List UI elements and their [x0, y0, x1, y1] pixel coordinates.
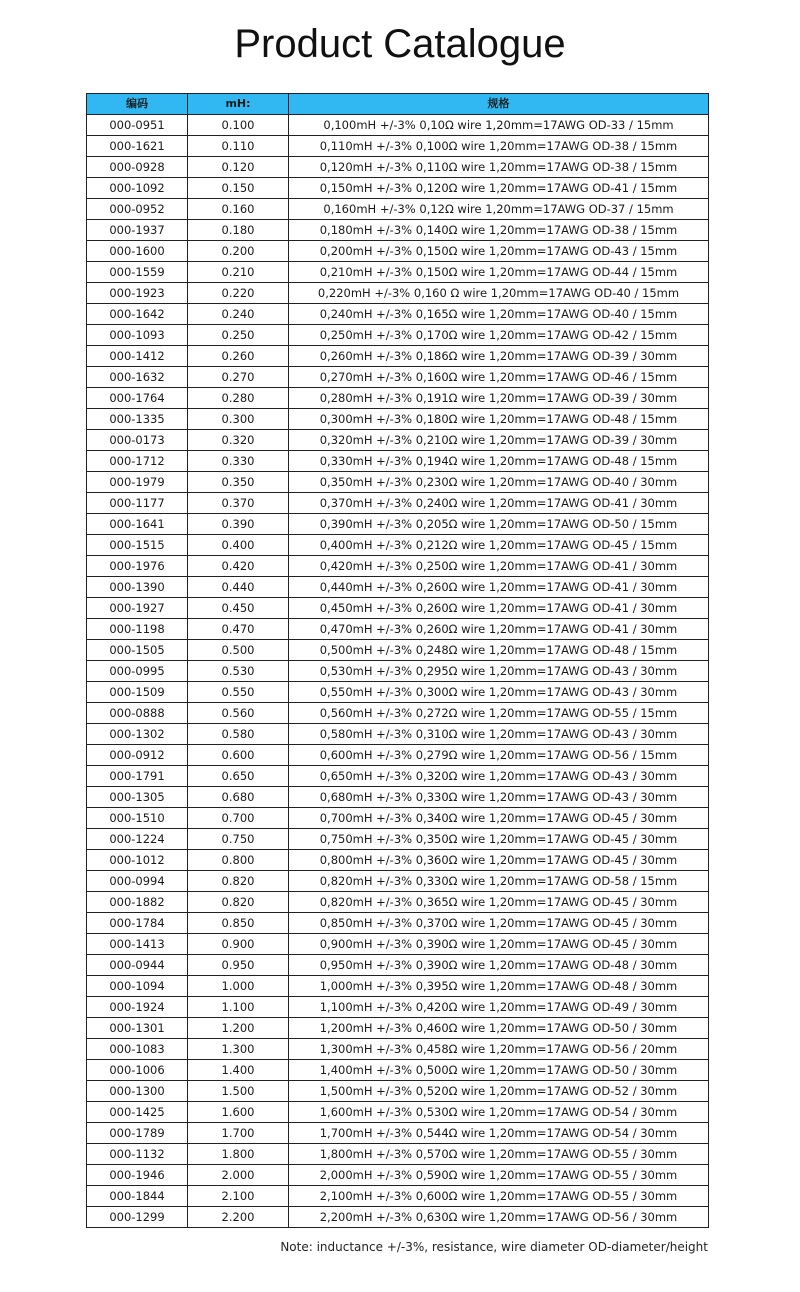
cell-spec: 0,280mH +/-3% 0,191Ω wire 1,20mm=17AWG OD-39 / 30mm	[289, 388, 709, 409]
cell-inductance: 0.560	[188, 703, 289, 724]
cell-spec: 0,270mH +/-3% 0,160Ω wire 1,20mm=17AWG OD-46 / 15mm	[289, 367, 709, 388]
cell-inductance: 1.500	[188, 1081, 289, 1102]
cell-inductance: 0.260	[188, 346, 289, 367]
table-row	[87, 745, 709, 766]
table-row	[87, 661, 709, 682]
cell-inductance: 0.100	[188, 115, 289, 136]
table-row	[87, 829, 709, 850]
cell-inductance: 0.240	[188, 304, 289, 325]
cell-code: 000-1413	[87, 934, 188, 955]
cell-spec: 1,600mH +/-3% 0,530Ω wire 1,20mm=17AWG OD-54 / 30mm	[289, 1102, 709, 1123]
cell-inductance: 0.370	[188, 493, 289, 514]
header-spec: 规格	[289, 94, 709, 115]
cell-inductance: 0.110	[188, 136, 289, 157]
cell-inductance: 0.320	[188, 430, 289, 451]
cell-inductance: 0.680	[188, 787, 289, 808]
cell-spec: 0,240mH +/-3% 0,165Ω wire 1,20mm=17AWG OD-40 / 15mm	[289, 304, 709, 325]
table-row	[87, 976, 709, 997]
cell-spec: 0,950mH +/-3% 0,390Ω wire 1,20mm=17AWG OD-48 / 30mm	[289, 955, 709, 976]
cell-code: 000-1789	[87, 1123, 188, 1144]
cell-code: 000-1301	[87, 1018, 188, 1039]
cell-code: 000-1641	[87, 514, 188, 535]
cell-spec: 0,390mH +/-3% 0,205Ω wire 1,20mm=17AWG OD-50 / 15mm	[289, 514, 709, 535]
cell-inductance: 1.300	[188, 1039, 289, 1060]
cell-inductance: 0.440	[188, 577, 289, 598]
cell-spec: 1,500mH +/-3% 0,520Ω wire 1,20mm=17AWG OD-52 / 30mm	[289, 1081, 709, 1102]
page-title: Product Catalogue	[234, 22, 566, 66]
table-row	[87, 241, 709, 262]
cell-inductance: 0.580	[188, 724, 289, 745]
cell-inductance: 0.250	[188, 325, 289, 346]
cell-inductance: 0.350	[188, 472, 289, 493]
cell-code: 000-1976	[87, 556, 188, 577]
cell-spec: 0,900mH +/-3% 0,390Ω wire 1,20mm=17AWG OD-45 / 30mm	[289, 934, 709, 955]
cell-spec: 0,210mH +/-3% 0,150Ω wire 1,20mm=17AWG OD-44 / 15mm	[289, 262, 709, 283]
table-row	[87, 472, 709, 493]
cell-code: 000-1425	[87, 1102, 188, 1123]
cell-spec: 0,550mH +/-3% 0,300Ω wire 1,20mm=17AWG OD-43 / 30mm	[289, 682, 709, 703]
table-row	[87, 556, 709, 577]
cell-code: 000-1177	[87, 493, 188, 514]
cell-inductance: 0.420	[188, 556, 289, 577]
cell-code: 000-0173	[87, 430, 188, 451]
cell-code: 000-1784	[87, 913, 188, 934]
cell-spec: 0,580mH +/-3% 0,310Ω wire 1,20mm=17AWG OD-43 / 30mm	[289, 724, 709, 745]
table-row	[87, 850, 709, 871]
cell-code: 000-1302	[87, 724, 188, 745]
cell-inductance: 0.270	[188, 367, 289, 388]
cell-code: 000-0952	[87, 199, 188, 220]
cell-spec: 0,700mH +/-3% 0,340Ω wire 1,20mm=17AWG OD-45 / 30mm	[289, 808, 709, 829]
cell-code: 000-1390	[87, 577, 188, 598]
cell-code: 000-1791	[87, 766, 188, 787]
table-row	[87, 1165, 709, 1186]
cell-code: 000-1937	[87, 220, 188, 241]
cell-code: 000-1006	[87, 1060, 188, 1081]
table-row	[87, 1039, 709, 1060]
cell-code: 000-1132	[87, 1144, 188, 1165]
table-row	[87, 325, 709, 346]
cell-inductance: 0.450	[188, 598, 289, 619]
cell-inductance: 0.850	[188, 913, 289, 934]
cell-spec: 0,250mH +/-3% 0,170Ω wire 1,20mm=17AWG OD-42 / 15mm	[289, 325, 709, 346]
cell-inductance: 0.820	[188, 871, 289, 892]
cell-inductance: 0.220	[188, 283, 289, 304]
table-row	[87, 871, 709, 892]
cell-inductance: 1.600	[188, 1102, 289, 1123]
cell-code: 000-1882	[87, 892, 188, 913]
cell-inductance: 2.200	[188, 1207, 289, 1228]
cell-code: 000-1510	[87, 808, 188, 829]
cell-code: 000-1505	[87, 640, 188, 661]
cell-inductance: 1.000	[188, 976, 289, 997]
cell-spec: 0,150mH +/-3% 0,120Ω wire 1,20mm=17AWG OD-41 / 15mm	[289, 178, 709, 199]
table-row	[87, 808, 709, 829]
cell-spec: 0,820mH +/-3% 0,330Ω wire 1,20mm=17AWG OD-58 / 15mm	[289, 871, 709, 892]
cell-code: 000-1764	[87, 388, 188, 409]
cell-inductance: 0.500	[188, 640, 289, 661]
cell-code: 000-1094	[87, 976, 188, 997]
cell-inductance: 0.600	[188, 745, 289, 766]
cell-code: 000-1305	[87, 787, 188, 808]
table-row	[87, 304, 709, 325]
cell-code: 000-1600	[87, 241, 188, 262]
table-row	[87, 619, 709, 640]
cell-code: 000-1299	[87, 1207, 188, 1228]
cell-inductance: 0.800	[188, 850, 289, 871]
table-row	[87, 1186, 709, 1207]
table-row	[87, 535, 709, 556]
table-row	[87, 367, 709, 388]
table-header-row	[87, 94, 709, 115]
cell-code: 000-1300	[87, 1081, 188, 1102]
cell-code: 000-1092	[87, 178, 188, 199]
table-row	[87, 283, 709, 304]
table-row	[87, 598, 709, 619]
cell-spec: 1,700mH +/-3% 0,544Ω wire 1,20mm=17AWG OD-54 / 30mm	[289, 1123, 709, 1144]
cell-code: 000-1923	[87, 283, 188, 304]
cell-spec: 0,220mH +/-3% 0,160 Ω wire 1,20mm=17AWG OD-40 / 15mm	[289, 283, 709, 304]
cell-spec: 1,800mH +/-3% 0,570Ω wire 1,20mm=17AWG OD-55 / 30mm	[289, 1144, 709, 1165]
cell-code: 000-0888	[87, 703, 188, 724]
cell-spec: 0,500mH +/-3% 0,248Ω wire 1,20mm=17AWG OD-48 / 15mm	[289, 640, 709, 661]
table-row	[87, 703, 709, 724]
cell-spec: 1,400mH +/-3% 0,500Ω wire 1,20mm=17AWG OD-50 / 30mm	[289, 1060, 709, 1081]
cell-spec: 0,100mH +/-3% 0,10Ω wire 1,20mm=17AWG OD-33 / 15mm	[289, 115, 709, 136]
cell-inductance: 1.200	[188, 1018, 289, 1039]
cell-spec: 2,100mH +/-3% 0,600Ω wire 1,20mm=17AWG OD-55 / 30mm	[289, 1186, 709, 1207]
cell-spec: 0,420mH +/-3% 0,250Ω wire 1,20mm=17AWG OD-41 / 30mm	[289, 556, 709, 577]
cell-code: 000-0995	[87, 661, 188, 682]
table-row	[87, 199, 709, 220]
cell-inductance: 0.200	[188, 241, 289, 262]
table-row	[87, 451, 709, 472]
cell-spec: 0,530mH +/-3% 0,295Ω wire 1,20mm=17AWG OD-43 / 30mm	[289, 661, 709, 682]
table-row	[87, 262, 709, 283]
cell-code: 000-1412	[87, 346, 188, 367]
cell-code: 000-1012	[87, 850, 188, 871]
cell-spec: 0,350mH +/-3% 0,230Ω wire 1,20mm=17AWG OD-40 / 30mm	[289, 472, 709, 493]
header-inductance: mH:	[188, 94, 289, 115]
table-row	[87, 430, 709, 451]
table-row	[87, 220, 709, 241]
table-row	[87, 577, 709, 598]
cell-spec: 0,330mH +/-3% 0,194Ω wire 1,20mm=17AWG OD-48 / 15mm	[289, 451, 709, 472]
cell-spec: 0,260mH +/-3% 0,186Ω wire 1,20mm=17AWG OD-39 / 30mm	[289, 346, 709, 367]
cell-code: 000-1924	[87, 997, 188, 1018]
cell-spec: 0,200mH +/-3% 0,150Ω wire 1,20mm=17AWG OD-43 / 15mm	[289, 241, 709, 262]
cell-spec: 0,120mH +/-3% 0,110Ω wire 1,20mm=17AWG OD-38 / 15mm	[289, 157, 709, 178]
cell-inductance: 2.100	[188, 1186, 289, 1207]
cell-code: 000-0928	[87, 157, 188, 178]
cell-code: 000-1335	[87, 409, 188, 430]
header-code: 编码	[87, 94, 188, 115]
cell-spec: 2,200mH +/-3% 0,630Ω wire 1,20mm=17AWG OD-56 / 30mm	[289, 1207, 709, 1228]
cell-inductance: 0.400	[188, 535, 289, 556]
cell-code: 000-1632	[87, 367, 188, 388]
cell-code: 000-1093	[87, 325, 188, 346]
table-row	[87, 892, 709, 913]
cell-inductance: 0.150	[188, 178, 289, 199]
table-row	[87, 1060, 709, 1081]
cell-spec: 2,000mH +/-3% 0,590Ω wire 1,20mm=17AWG OD-55 / 30mm	[289, 1165, 709, 1186]
cell-spec: 0,600mH +/-3% 0,279Ω wire 1,20mm=17AWG OD-56 / 15mm	[289, 745, 709, 766]
cell-spec: 1,000mH +/-3% 0,395Ω wire 1,20mm=17AWG OD-48 / 30mm	[289, 976, 709, 997]
table-body	[87, 115, 709, 1228]
cell-inductance: 0.330	[188, 451, 289, 472]
cell-code: 000-1224	[87, 829, 188, 850]
table-row	[87, 955, 709, 976]
cell-spec: 0,160mH +/-3% 0,12Ω wire 1,20mm=17AWG OD-37 / 15mm	[289, 199, 709, 220]
table-row	[87, 388, 709, 409]
cell-inductance: 0.530	[188, 661, 289, 682]
cell-spec: 0,320mH +/-3% 0,210Ω wire 1,20mm=17AWG OD-39 / 30mm	[289, 430, 709, 451]
cell-inductance: 0.280	[188, 388, 289, 409]
table-row	[87, 514, 709, 535]
product-table	[86, 93, 709, 1228]
table-row	[87, 493, 709, 514]
cell-spec: 0,560mH +/-3% 0,272Ω wire 1,20mm=17AWG OD-55 / 15mm	[289, 703, 709, 724]
table-row	[87, 1081, 709, 1102]
cell-inductance: 0.180	[188, 220, 289, 241]
cell-inductance: 1.400	[188, 1060, 289, 1081]
cell-inductance: 1.700	[188, 1123, 289, 1144]
cell-inductance: 0.700	[188, 808, 289, 829]
cell-spec: 0,650mH +/-3% 0,320Ω wire 1,20mm=17AWG OD-43 / 30mm	[289, 766, 709, 787]
cell-spec: 0,820mH +/-3% 0,365Ω wire 1,20mm=17AWG OD-45 / 30mm	[289, 892, 709, 913]
cell-code: 000-0994	[87, 871, 188, 892]
cell-inductance: 1.100	[188, 997, 289, 1018]
cell-spec: 0,180mH +/-3% 0,140Ω wire 1,20mm=17AWG OD-38 / 15mm	[289, 220, 709, 241]
table-row	[87, 1207, 709, 1228]
cell-inductance: 0.160	[188, 199, 289, 220]
cell-code: 000-1844	[87, 1186, 188, 1207]
cell-spec: 0,370mH +/-3% 0,240Ω wire 1,20mm=17AWG OD-41 / 30mm	[289, 493, 709, 514]
cell-inductance: 1.800	[188, 1144, 289, 1165]
cell-code: 000-1946	[87, 1165, 188, 1186]
cell-inductance: 0.120	[188, 157, 289, 178]
table-row	[87, 934, 709, 955]
cell-inductance: 0.300	[188, 409, 289, 430]
cell-spec: 0,440mH +/-3% 0,260Ω wire 1,20mm=17AWG OD-41 / 30mm	[289, 577, 709, 598]
table-row	[87, 787, 709, 808]
cell-code: 000-1712	[87, 451, 188, 472]
table-row	[87, 1018, 709, 1039]
cell-code: 000-1509	[87, 682, 188, 703]
cell-code: 000-1515	[87, 535, 188, 556]
cell-spec: 0,450mH +/-3% 0,260Ω wire 1,20mm=17AWG OD-41 / 30mm	[289, 598, 709, 619]
table-row	[87, 640, 709, 661]
table-row	[87, 724, 709, 745]
cell-spec: 1,100mH +/-3% 0,420Ω wire 1,20mm=17AWG OD-49 / 30mm	[289, 997, 709, 1018]
table-row	[87, 136, 709, 157]
footnote: Note: inductance +/-3%, resistance, wire diameter OD-diameter/height	[280, 1240, 708, 1254]
cell-inductance: 0.900	[188, 934, 289, 955]
cell-code: 000-0951	[87, 115, 188, 136]
cell-inductance: 0.750	[188, 829, 289, 850]
table-row	[87, 1144, 709, 1165]
cell-inductance: 0.550	[188, 682, 289, 703]
cell-spec: 0,680mH +/-3% 0,330Ω wire 1,20mm=17AWG OD-43 / 30mm	[289, 787, 709, 808]
cell-spec: 0,400mH +/-3% 0,212Ω wire 1,20mm=17AWG OD-45 / 15mm	[289, 535, 709, 556]
cell-code: 000-1083	[87, 1039, 188, 1060]
cell-inductance: 2.000	[188, 1165, 289, 1186]
cell-code: 000-1198	[87, 619, 188, 640]
table-row	[87, 766, 709, 787]
cell-code: 000-0912	[87, 745, 188, 766]
table-row	[87, 682, 709, 703]
table-row	[87, 1102, 709, 1123]
table-row	[87, 913, 709, 934]
cell-inductance: 0.210	[188, 262, 289, 283]
cell-inductance: 0.390	[188, 514, 289, 535]
table-row	[87, 157, 709, 178]
table-row	[87, 1123, 709, 1144]
table-row	[87, 178, 709, 199]
cell-code: 000-1642	[87, 304, 188, 325]
cell-spec: 0,850mH +/-3% 0,370Ω wire 1,20mm=17AWG OD-45 / 30mm	[289, 913, 709, 934]
cell-spec: 0,300mH +/-3% 0,180Ω wire 1,20mm=17AWG OD-48 / 15mm	[289, 409, 709, 430]
cell-inductance: 0.950	[188, 955, 289, 976]
cell-inductance: 0.470	[188, 619, 289, 640]
table-row	[87, 997, 709, 1018]
cell-spec: 1,200mH +/-3% 0,460Ω wire 1,20mm=17AWG OD-50 / 30mm	[289, 1018, 709, 1039]
cell-code: 000-1927	[87, 598, 188, 619]
table-row	[87, 115, 709, 136]
cell-spec: 0,110mH +/-3% 0,100Ω wire 1,20mm=17AWG OD-38 / 15mm	[289, 136, 709, 157]
cell-code: 000-1559	[87, 262, 188, 283]
table-row	[87, 409, 709, 430]
cell-code: 000-1621	[87, 136, 188, 157]
cell-spec: 0,750mH +/-3% 0,350Ω wire 1,20mm=17AWG OD-45 / 30mm	[289, 829, 709, 850]
cell-inductance: 0.650	[188, 766, 289, 787]
cell-spec: 0,800mH +/-3% 0,360Ω wire 1,20mm=17AWG OD-45 / 30mm	[289, 850, 709, 871]
table-row	[87, 346, 709, 367]
cell-spec: 0,470mH +/-3% 0,260Ω wire 1,20mm=17AWG OD-41 / 30mm	[289, 619, 709, 640]
cell-code: 000-1979	[87, 472, 188, 493]
cell-inductance: 0.820	[188, 892, 289, 913]
cell-code: 000-0944	[87, 955, 188, 976]
cell-spec: 1,300mH +/-3% 0,458Ω wire 1,20mm=17AWG OD-56 / 20mm	[289, 1039, 709, 1060]
